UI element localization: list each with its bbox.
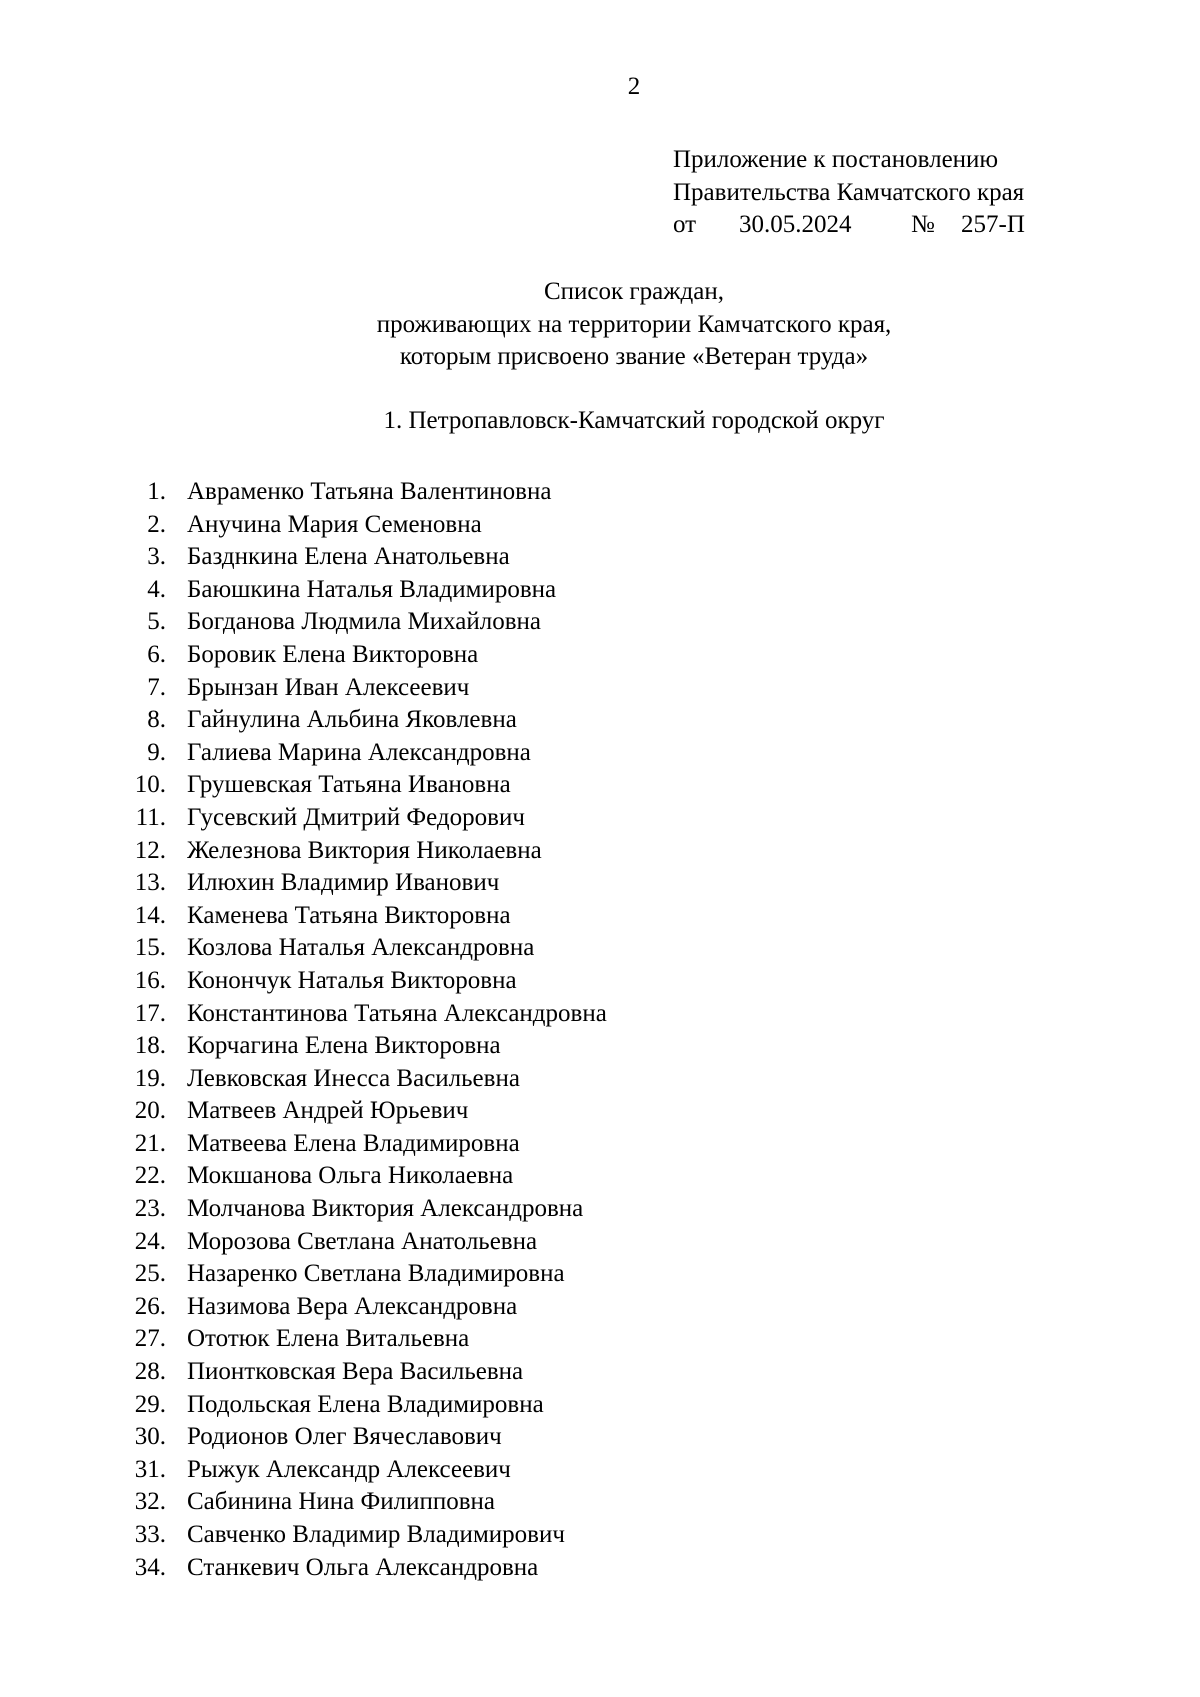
list-item-name: Богданова Людмила Михайловна <box>187 608 541 636</box>
list-item-name: Каменева Татьяна Викторовна <box>187 901 511 929</box>
list-item-name: Савченко Владимир Владимирович <box>187 1521 565 1548</box>
section-heading: 1. Петропавловск-Камчатский городской округ <box>383 407 885 434</box>
list-item-name: Сабинина Нина Филипповна <box>187 1488 496 1516</box>
list-item-number: 16. <box>134 966 166 994</box>
list-item-name: Авраменко Татьяна Валентиновна <box>187 478 552 505</box>
list-item-name: Илюхин Владимир Иванович <box>187 869 500 897</box>
list-item-name: Константинова Татьяна Александровна <box>187 999 607 1027</box>
list-item-number: 4. <box>147 575 166 603</box>
list-item-name: Базднкина Елена Анатольевна <box>187 543 510 571</box>
appendix-line-2: Правительства Камчатского края <box>673 178 1025 206</box>
list-item-number: 25. <box>134 1260 166 1288</box>
list-item-number: 14. <box>134 901 166 929</box>
list-item-number: 17. <box>134 999 166 1027</box>
list-item-number: 32. <box>134 1488 166 1516</box>
list-item-number: 24. <box>134 1227 166 1255</box>
list-item-name: Матвеев Андрей Юрьевич <box>187 1097 469 1125</box>
list-item-number: 30. <box>134 1423 166 1451</box>
list-item-number: 29. <box>134 1390 166 1418</box>
list-item-name: Матвеева Елена Владимировна <box>187 1129 520 1157</box>
list-item-name: Козлова Наталья Александровна <box>187 934 535 962</box>
list-item-name: Молчанова Виктория Александровна <box>187 1195 584 1223</box>
list-item-number: 34. <box>134 1553 166 1581</box>
list-item-name: Грушевская Татьяна Ивановна <box>187 771 511 799</box>
list-item-number: 18. <box>134 1032 166 1060</box>
appendix-block <box>673 144 1025 242</box>
list-item-number: 9. <box>147 738 166 766</box>
list-item-name: Железнова Виктория Николаевна <box>187 836 542 864</box>
list-item-name: Родионов Олег Вячеславович <box>187 1423 502 1451</box>
list-item-name: Пионтковская Вера Васильевна <box>187 1358 524 1386</box>
list-item-number: 8. <box>147 706 166 734</box>
list-item-name: Подольская Елена Владимировна <box>187 1390 544 1418</box>
appendix-date-line <box>673 209 1025 242</box>
list-item-name: Гайнулина Альбина Яковлевна <box>187 706 517 734</box>
title-line-3: которым присвоено звание «Ветеран труда» <box>399 343 869 370</box>
appendix-number-label: № <box>911 211 935 238</box>
appendix-number: 257-П <box>961 211 1025 238</box>
list-item-number: 7. <box>147 673 166 701</box>
list-item-number: 2. <box>147 510 166 538</box>
list-item-name: Морозова Светлана Анатольевна <box>187 1227 538 1255</box>
appendix-from-label: от <box>673 211 697 238</box>
list-item-name: Баюшкина Наталья Владимировна <box>187 575 557 603</box>
list-item-number: 31. <box>134 1455 166 1483</box>
list-item-number: 28. <box>134 1358 166 1386</box>
list-item-name: Рыжук Александр Алексеевич <box>187 1455 511 1483</box>
list-item-number: 10. <box>134 771 166 799</box>
page-number: 2 <box>627 73 641 100</box>
list-item-number: 23. <box>134 1195 166 1223</box>
list-item-name: Брынзан Иван Алексеевич <box>187 673 470 701</box>
list-item-name: Анучина Мария Семеновна <box>187 510 482 538</box>
list-item-name: Станкевич Ольга Александровна <box>187 1553 539 1581</box>
appendix-date: 30.05.2024 <box>739 211 852 238</box>
list-item-number: 21. <box>134 1129 166 1157</box>
list-item-name: Конончук Наталья Викторовна <box>187 966 517 994</box>
list-item-name: Мокшанова Ольга Николаевна <box>187 1162 514 1190</box>
list-item-number: 20. <box>134 1097 166 1125</box>
list-item-name: Левковская Инесса Васильевна <box>187 1064 520 1092</box>
list-item-number: 27. <box>134 1325 166 1353</box>
list-item-name: Гусевский Дмитрий Федорович <box>187 803 525 831</box>
list-item-name: Назаренко Светлана Владимировна <box>187 1260 565 1288</box>
list-item-number: 22. <box>134 1162 166 1190</box>
list-item-number: 3. <box>147 543 166 571</box>
list-item-name: Корчагина Елена Викторовна <box>187 1032 501 1060</box>
list-item-number: 26. <box>134 1292 166 1320</box>
list-item-number: 5. <box>147 608 166 636</box>
list-item-number: 33. <box>134 1521 166 1548</box>
title-line-1: Список граждан, <box>544 278 724 305</box>
list-item-name: Назимова Вера Александровна <box>187 1292 518 1320</box>
list-item-number: 1. <box>147 478 166 505</box>
appendix-line-1: Приложение к постановлению <box>673 146 999 173</box>
document-title <box>0 276 1200 374</box>
list-item-number: 11. <box>135 803 166 831</box>
list-item-name: Ототюк Елена Витальевна <box>187 1325 470 1353</box>
title-line-2: проживающих на территории Камчатского края, <box>376 310 892 338</box>
list-item-number: 12. <box>134 836 166 864</box>
list-item-number: 15. <box>134 934 166 962</box>
list-item-name: Боровик Елена Викторовна <box>187 640 479 668</box>
list-item-number: 13. <box>134 869 166 897</box>
list-item-number: 6. <box>147 640 166 668</box>
list-item-name: Галиева Марина Александровна <box>187 738 531 766</box>
list-item-number: 19. <box>134 1064 166 1092</box>
